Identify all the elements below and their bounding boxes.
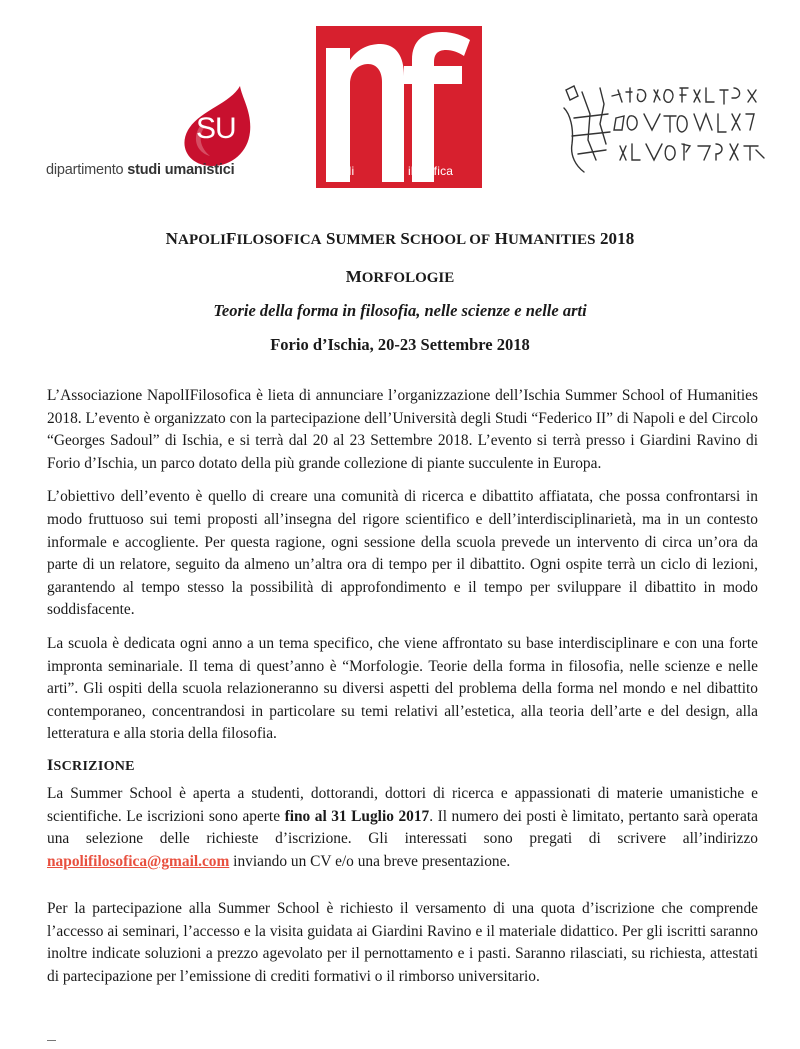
document-body: [47, 385, 758, 1000]
nf-word-filosofica: ilosofica: [408, 164, 454, 178]
paragraph-theme: La scuola è dedicata ogni anno a un tema specifico, che viene affrontato su base interdisciplinare e con una forte impronta seminariale. Il tema di quest’anno è “Morfologie. Teorie della forma in filosofia, nelle scienze e nelle arti”. Gli ospiti della scuola relazioneranno su diversi aspetti del problema della forma nel mondo e nel dibattito contemporaneo, concentrandosi in particolare su temi relativi all’estetica, alla teoria dell’arte e del design, alla letteratura e alla storia della filosofia.: [47, 634, 758, 743]
paragraph-intro: L’Associazione NapolIFilosofica è lieta di annunciare l’organizzazione dell’Ischia Summer School of Humanities 2018. L’evento è organizzato con la partecipazione dell’Università degli Studi “Federico II” di Napoli e del Circolo “Georges Sadoul” di Ischia, e si terrà dal 20 al 23 Settembre 2018. L’evento si terrà presso i Giardini Ravino di Forio d’Ischia, un parco dotato della più grande collezione di piante succulente in Europa.: [47, 387, 758, 472]
place-date: Forio d’Ischia, 20-23 Settembre 2018: [270, 335, 530, 354]
header-logos: [0, 0, 800, 200]
paragraph-registration: La Summer School è aperta a studenti, dottorandi, dottori di ricerca e appassionati di materie umanistiche e scientifiche. Le iscrizioni sono aperte fino al 31 Luglio 2017. Il numero dei posti è limitato, pertanto sarà operata una selezione delle richieste d’iscrizione. Gli interessati sono pregati di scrivere all’indirizzo napolifilosofica@gmail.com inviando un CV e/o una breve presentazione.: [47, 784, 758, 870]
ancient-inscription-icon: [560, 84, 770, 174]
subtitle: Teorie della forma in filosofia, nelle scienze e nelle arti: [213, 301, 587, 320]
theme-title: MORFOLOGIE: [345, 267, 455, 286]
su-caption: [46, 162, 234, 178]
page-footer-mark: [47, 1040, 56, 1041]
section-heading-iscrizione: ISCRIZIONE: [47, 756, 135, 774]
su-caption-bold: studi umanistici: [127, 162, 235, 178]
email-link[interactable]: napolifilosofica@gmail.com: [47, 852, 230, 870]
document-titles: [0, 226, 800, 355]
school-title: NAPOLIFILOSOFICA SUMMER SCHOOL OF HUMANITIES 2018: [165, 229, 635, 248]
su-department-logo: [46, 86, 266, 186]
deadline: fino al 31 Luglio 2017: [284, 807, 430, 825]
nf-word-napoli: apoli: [328, 164, 355, 178]
su-caption-light: dipartimento: [46, 162, 124, 178]
napoli-filosofica-logo: [316, 26, 482, 188]
paragraph-fee: Per la partecipazione alla Summer School è richiesto il versamento di una quota d’iscrizione che comprende l’accesso ai seminari, l’accesso e la visita guidata ai Giardini Ravino e il materiale didattico. Per gli iscritti saranno inoltre indicate soluzioni a prezzo agevolato per il pernottamento e i pasti. Saranno rilasciati, su richiesta, attestati di partecipazione per l’emissione di crediti formativi o il rimborso universitario.: [47, 900, 758, 986]
paragraph-objective: L’obiettivo dell’evento è quello di creare una comunità di ricerca e dibattito affiatata, che possa confrontarsi in modo fruttuoso sui temi proposti all’insegna del rigore scientifico e dell’interdisciplinarietà, ma in un contesto informale e accogliente. Per questa ragione, ogni sessione della scuola prevede un intervento di circa un’ora da parte di un relatore, seguito da almeno un’altra ora di tempo per il dibattito. Ogni ospite terrà un ciclo di lezioni, garantendo al tempo stesso la possibilità di approfondimento e il tempo per sviluppare il dibattito in modo soddisfacente.: [47, 488, 758, 619]
su-mark-text: SU: [196, 112, 236, 145]
